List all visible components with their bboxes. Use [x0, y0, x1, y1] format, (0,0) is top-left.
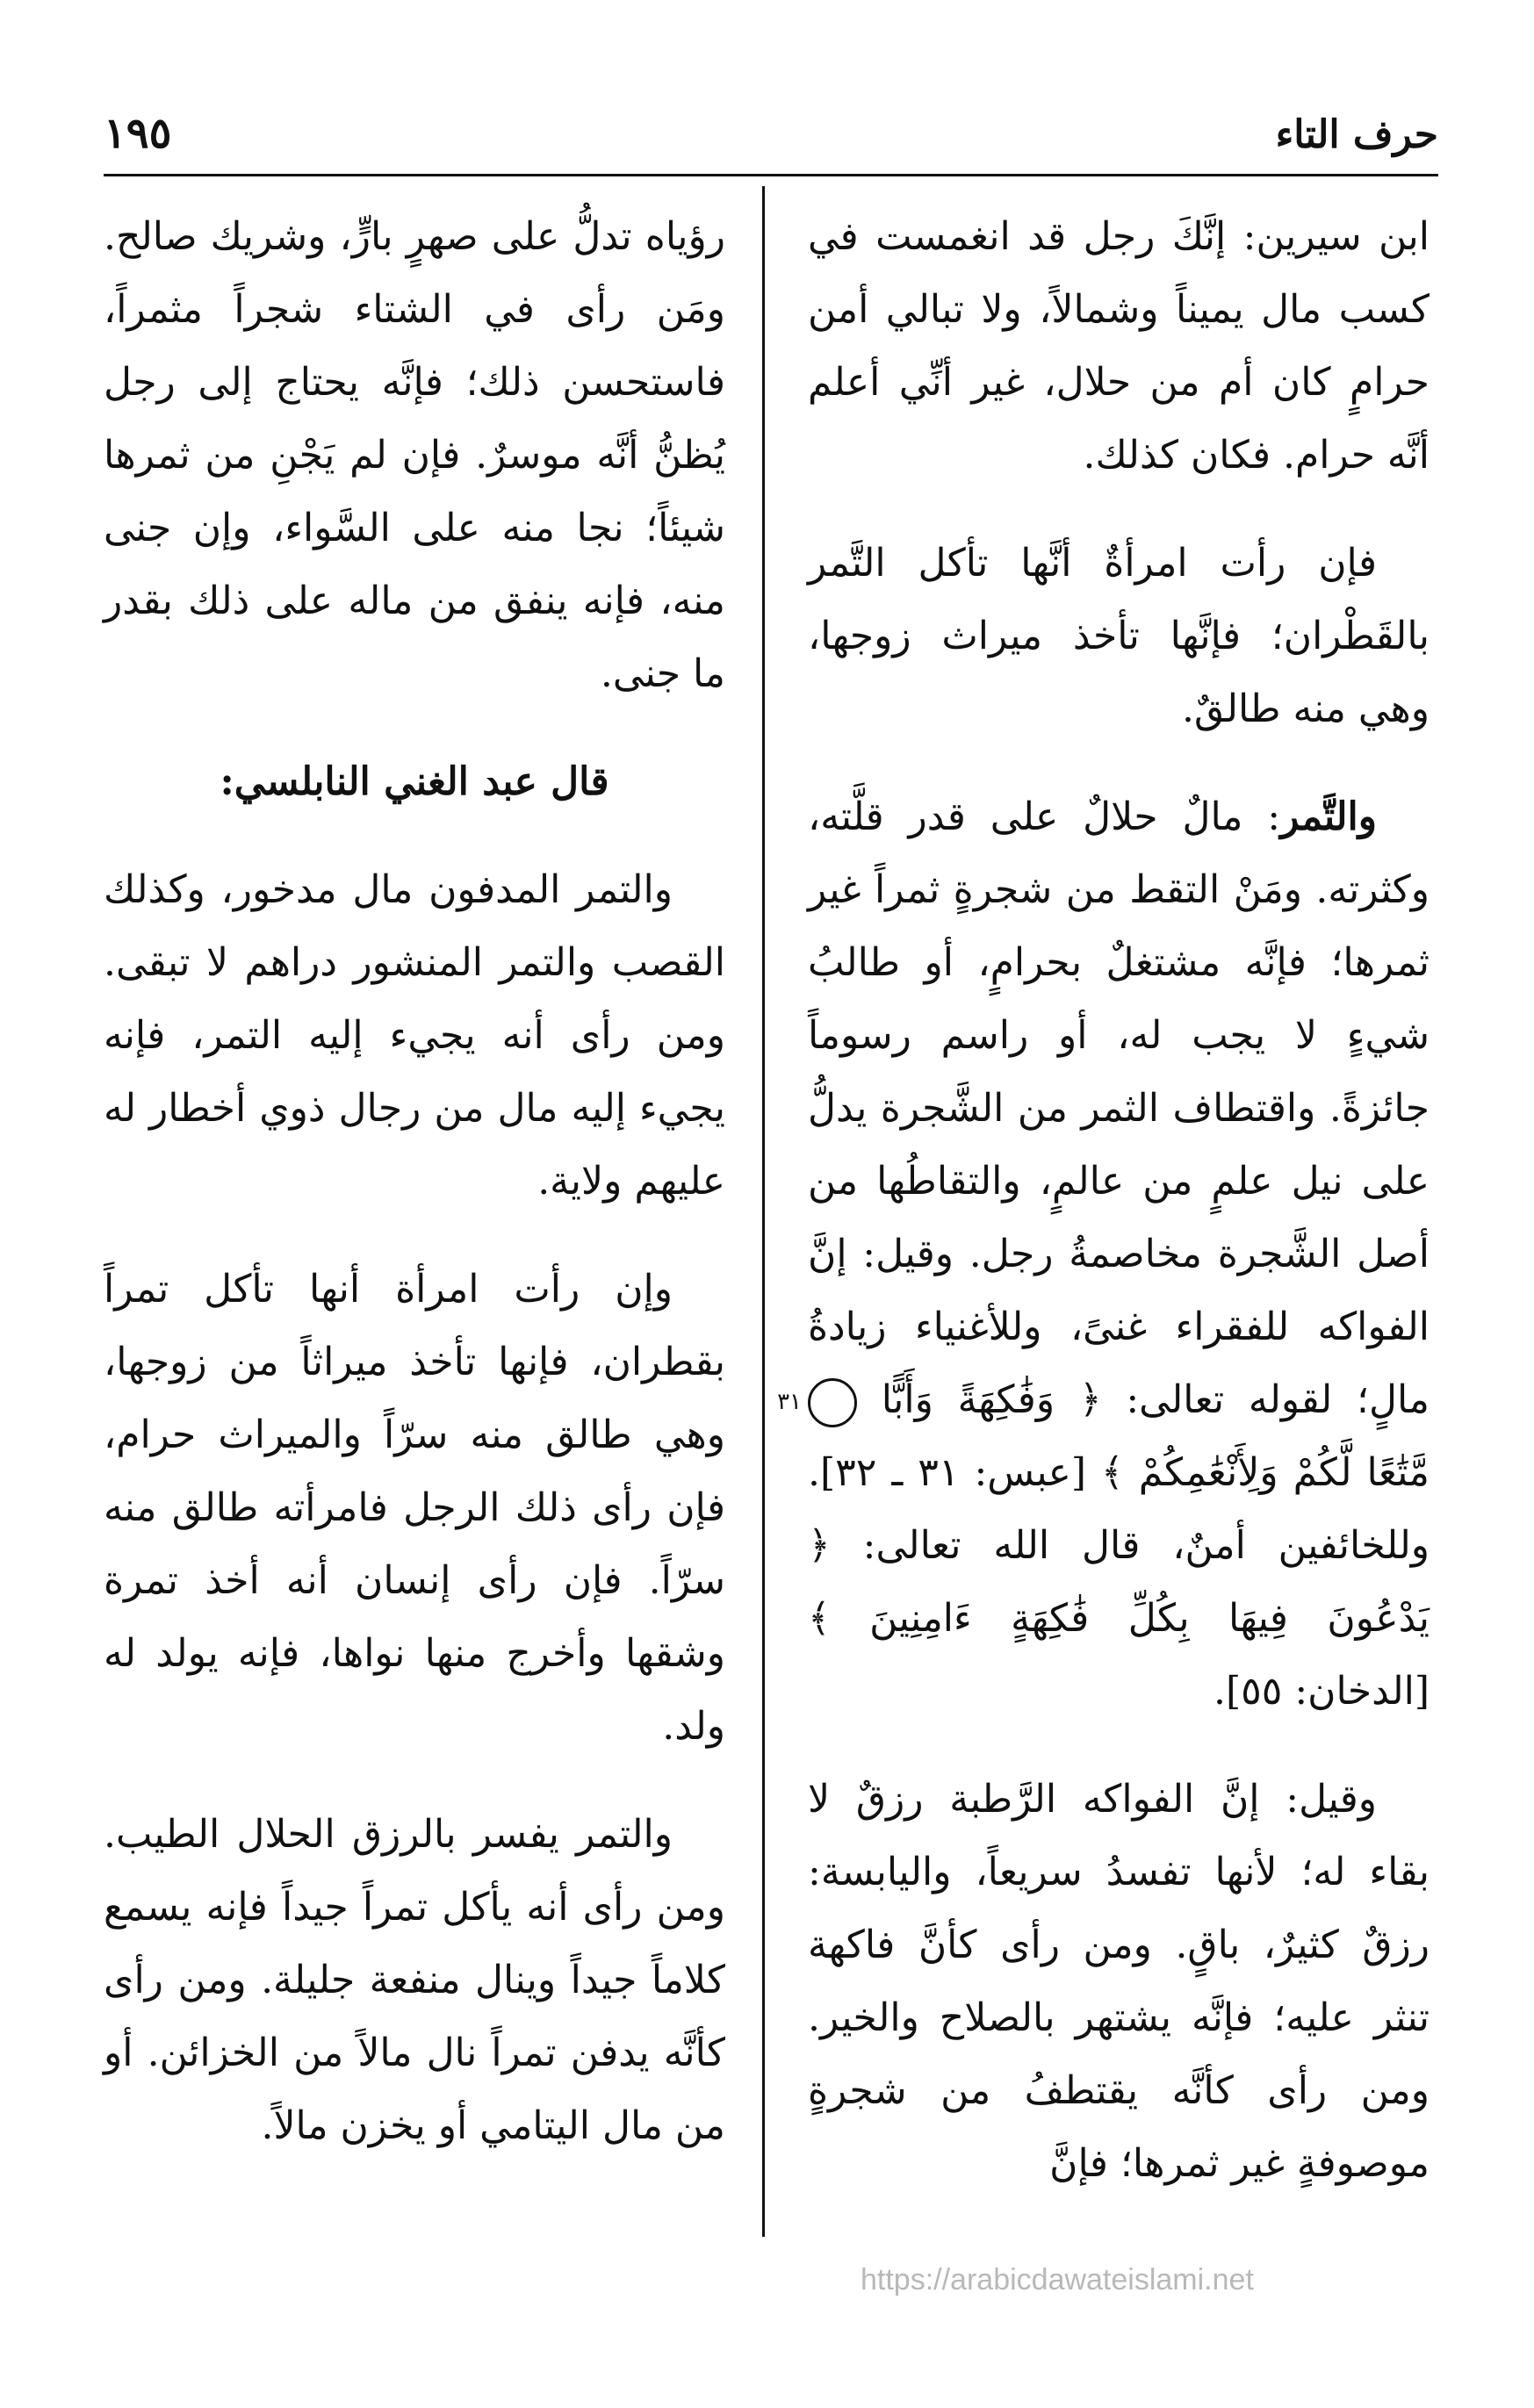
- paragraph: وإن رأت امرأة أنها تأكل تمراً بقطران، فإنها تأخذ ميراثاً من زوجها، وهي طالق منه سرّاً والميراث حرام، فإن رأى ذلك الرجل فامرأته طالق منه سرّاً. فإن رأى إنسان أنه أخذ تمرة وشقها وأخرج منها نواها، فإنه يولد له ولد.: [104, 1267, 725, 1749]
- page-header: [104, 104, 1438, 172]
- paragraph-text: : مالٌ حلالٌ على قدر قلَّته، وكثرته. ومَنْ التقط من شجرةٍ ثمراً غير ثمرها؛ فإنَّه مشتغلٌ بحرامٍ، أو طالبُ شيءٍ لا يجب له، أو راسم رسوماً جائزةً. واقتطاف الثمر من الشَّجرة يدلُّ على نيل علمٍ من عالمٍ، والتقاطُها من أصل الشَّجرة مخاصمةُ رجل. وقيل: إنَّ الفواكه للفقراء غنىً، وللأغنياء زيادةُ مالٍ؛ لقوله تعالى:: [808, 794, 1430, 1422]
- watermark-url: https://arabicdawateislami.net: [861, 2263, 1254, 2297]
- left-column: [104, 200, 725, 2197]
- paragraph: فإن رأت امرأةٌ أنَّها تأكل التَّمر بالقَطْران؛ فإنَّها تأخذ ميراث زوجها، وهي منه طالقٌ.: [808, 541, 1430, 731]
- verse-reference: [عبس: ٣١ ـ ٣٢].: [808, 1450, 1087, 1495]
- section-heading: قال عبد الغني النابلسي:: [220, 759, 609, 804]
- bold-term: والتَّمر: [1280, 794, 1377, 839]
- paragraph-text: وللخائفين أمنٌ، قال الله تعالى:: [862, 1523, 1430, 1568]
- paragraph: [777, 780, 1430, 1728]
- paragraph: رؤياه تدلُّ على صهرٍ بارٍّ، وشريك صالح. ومَن رأى في الشتاء شجراً مثمراً، فاستحسن ذلك؛ فإنَّه يحتاج إلى رجل يُظنُّ أنَّه موسرٌ. فإن لم يَجْنِ من ثمرها شيئاً؛ نجا منه على السَّواء، وإن جنى منه، فإنه ينفق من ماله على ذلك بقدر ما جنى.: [104, 214, 725, 696]
- header-rule: [104, 174, 1438, 176]
- verse-reference: [الدخان: ٥٥].: [1213, 1669, 1430, 1714]
- quran-verse: مَّتَٰعًا لَّكُمْ وَلِأَنْعَٰمِكُمْ ﴾: [1101, 1450, 1430, 1495]
- paragraph: ابن سيرين: إنَّكَ رجل قد انغمست في كسب مال يميناً وشمالاً، ولا تبالي أمن حرامٍ كان أم من حلال، غير أنِّي أعلم أنَّه حرام. فكان كذلك.: [808, 214, 1430, 478]
- page-number: ١٩٥: [104, 109, 172, 158]
- ayah-number-mark: ٣١: [808, 1378, 857, 1427]
- paragraph: وقيل: إنَّ الفواكه الرَّطبة رزقٌ لا بقاء له؛ لأنها تفسدُ سريعاً، واليابسة: رزقٌ كثيرٌ، باقٍ. ومن رأى كأنَّ فاكهة تنثر عليه؛ فإنَّه يشتهر بالصلاح والخير. ومن رأى كأنَّه يقتطفُ من شجرةٍ موصوفةٍ غير ثمرها؛ فإنَّ: [808, 1777, 1430, 2186]
- right-column: [777, 200, 1430, 2235]
- paragraph: والتمر المدفون مال مدخور، وكذلك القصب والتمر المنشور دراهم لا تبقى. ومن رأى أنه يجيء إليه التمر، فإنه يجيء إليه مال من رجال ذوي أخطار له عليهم ولاية.: [104, 867, 725, 1204]
- quran-verse: ﴿ وَفَٰكِهَةً وَأَبًّا: [881, 1377, 1102, 1422]
- chapter-title: حرف التاء: [1275, 112, 1438, 157]
- column-divider: [762, 186, 765, 2237]
- quran-verse: ﴿ يَدْعُونَ فِيهَا بِكُلِّ فَٰكِهَةٍ ءَامِنِينَ ﴾: [808, 1523, 1430, 1641]
- paragraph: والتمر يفسر بالرزق الحلال الطيب. ومن رأى أنه يأكل تمراً جيداً فإنه يسمع كلاماً جيداً وينال منفعة جليلة. ومن رأى كأنَّه يدفن تمراً نال مالاً من الخزائن. أو من مال اليتامي أو يخزن مالاً.: [104, 1812, 725, 2148]
